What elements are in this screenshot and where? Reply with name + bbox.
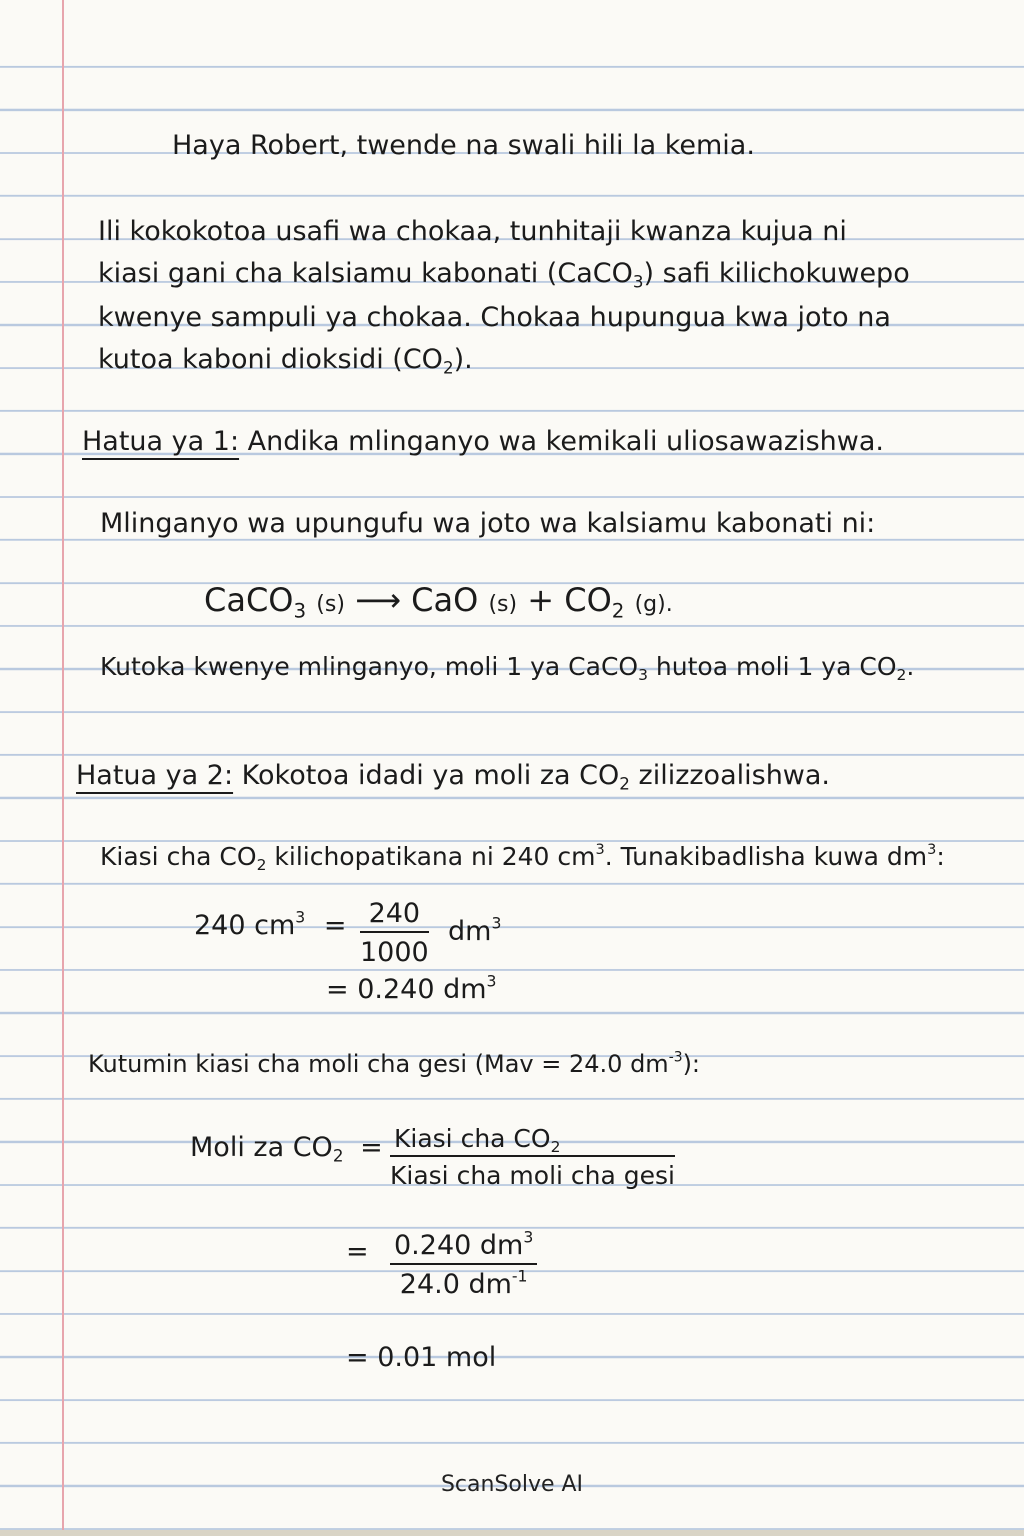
step-1-title: Andika mlinganyo wa kemikali uliosawazishwa. xyxy=(247,426,884,457)
moles-equals-2: = xyxy=(346,1236,369,1267)
step-2-title: Kokotoa idadi ya moli za $CO_2$ zilizzoalishwa. xyxy=(241,760,831,794)
molar-volume-statement: Kutumin kiasi cha moli cha gesi (Mav = 24.0 $dm^{-3}$): xyxy=(88,1049,701,1078)
intro-line-2: kiasi gani cha kalsiamu kabonati (CaCO$_3$) safi kilichokuwepo xyxy=(98,258,910,292)
volume-statement: Kiasi cha $CO_2$ kilichopatikana ni 240 $cm^3$. Tunakibadlisha kuwa $dm^3$: xyxy=(100,842,945,874)
conversion-unit: $dm^3$ xyxy=(448,913,502,947)
margin-line xyxy=(62,0,64,1530)
intro-line-1: Ili kokokotoa usafi wa chokaa, tunhitaji kwanza kujua ni xyxy=(98,216,847,247)
step-2-label: Hatua ya 2: xyxy=(76,760,234,791)
greeting: Haya Robert, twende na swali hili la kemia. xyxy=(172,130,755,161)
moles-lhs: Moli za $CO_2$ = xyxy=(190,1132,383,1166)
reaction-arrow: ⟶ xyxy=(355,581,401,619)
conversion-lhs: 240 $cm^3$ = xyxy=(194,907,347,941)
step-2-header xyxy=(76,760,831,794)
conversion-result: = 0.240 $dm^3$ xyxy=(326,971,497,1005)
step-1-text: Mlinganyo wa upungufu wa joto wa kalsiamu kabonati ni: xyxy=(100,508,876,539)
intro-line-4: kutoa kaboni dioksidi $(CO_2)$. xyxy=(98,344,473,378)
step-1-header xyxy=(82,428,884,455)
step-1-note: Kutoka kwenye mlinganyo, moli 1 ya CaCO$_3$ hutoa moli 1 ya $CO_2$. xyxy=(100,652,915,684)
step-1-label: Hatua ya 1: xyxy=(82,426,240,457)
chemical-equation: CaCO$_3$ (s) ⟶ CaO $(s) + CO_2$ (g). xyxy=(204,581,673,623)
footer-brand: ScanSolve AI xyxy=(440,1472,584,1497)
moles-result: = 0.01 mol xyxy=(346,1342,497,1373)
moles-value-fraction: $\frac{0.240 dm^3}{24.0 dm^{-1}}$ xyxy=(390,1232,537,1298)
conversion-fraction: $\frac{240}{1000}$ xyxy=(360,898,429,968)
intro-line-3: kwenye sampuli ya chokaa. Chokaa hupungua kwa joto na xyxy=(98,302,891,333)
moles-formula-fraction: Kiasi cha $CO_2$ Kiasi cha moli cha gesi xyxy=(390,1124,675,1190)
